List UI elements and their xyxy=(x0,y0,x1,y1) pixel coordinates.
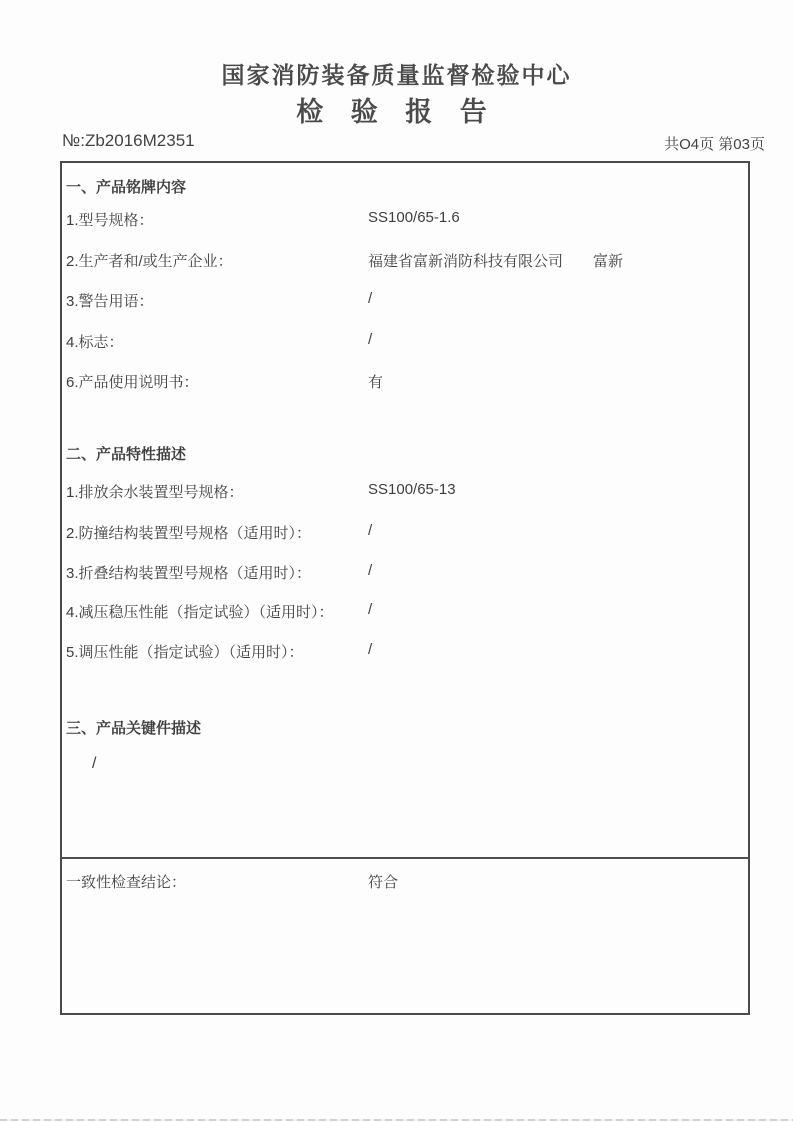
report-number: №:Zb2016M2351 xyxy=(62,131,195,150)
field-row xyxy=(66,481,748,501)
field-value: 有 xyxy=(368,374,384,391)
field-label: 2.防撞结构装置型号规格（适用时）： xyxy=(66,525,312,542)
field-value: SS100/65-13 xyxy=(368,481,456,498)
field-label: 4.减压稳压性能（指定试验）（适用时）： xyxy=(66,604,334,621)
field-row xyxy=(66,290,748,310)
org-title: 国家消防装备质量监督检验中心 xyxy=(221,62,572,88)
field-label: 2.生产者和/或生产企业： xyxy=(66,253,233,270)
field-value: / xyxy=(368,601,373,618)
section-heading-nameplate: 一、产品铭牌内容 xyxy=(66,179,187,196)
report-title: 检 验 报 告 xyxy=(296,97,497,127)
field-label: 3.警告用语： xyxy=(66,293,154,310)
field-label: 1.型号规格： xyxy=(66,212,154,229)
field-row xyxy=(66,250,748,270)
field-row xyxy=(66,371,748,391)
page-count: 共O4页 第03页 xyxy=(664,136,765,153)
scan-edge-artifact xyxy=(0,1119,793,1121)
section-heading-key-parts: 三、产品关键件描述 xyxy=(66,720,202,737)
field-row xyxy=(66,522,748,542)
content-border-box xyxy=(60,161,750,1015)
field-label: 6.产品使用说明书： xyxy=(66,374,199,391)
field-value: 福建省富新消防科技有限公司 富新 xyxy=(368,253,624,270)
field-row xyxy=(66,641,748,661)
field-value: / xyxy=(368,562,373,579)
conclusion-row xyxy=(66,871,748,891)
field-value: / xyxy=(368,641,373,658)
field-label: 4.标志： xyxy=(66,334,124,351)
field-value: / xyxy=(368,331,373,348)
field-row xyxy=(66,331,748,351)
field-row xyxy=(66,209,748,229)
section-heading-characteristics: 二、产品特性描述 xyxy=(66,446,187,463)
field-label: 1.排放余水装置型号规格： xyxy=(66,484,244,501)
field-label: 3.折叠结构装置型号规格（适用时）： xyxy=(66,565,312,582)
field-row xyxy=(66,562,748,582)
field-label: 5.调压性能（指定试验）（适用时）： xyxy=(66,644,304,661)
separator-line xyxy=(61,857,749,859)
key-parts-value: / xyxy=(92,755,97,772)
field-value: / xyxy=(368,290,373,307)
conclusion-label: 一致性检查结论： xyxy=(66,874,187,891)
conclusion-value: 符合 xyxy=(368,874,399,891)
field-value: / xyxy=(368,522,373,539)
field-row xyxy=(66,601,748,621)
field-value: SS100/65-1.6 xyxy=(368,209,460,226)
